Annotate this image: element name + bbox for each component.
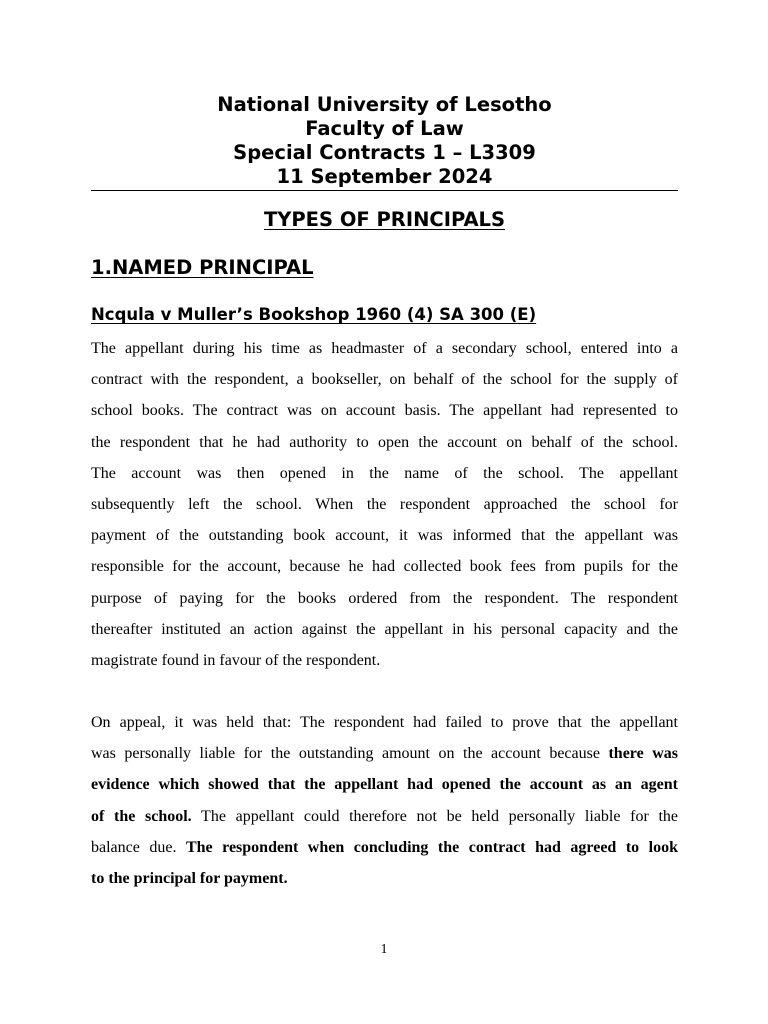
- paragraph-line: The appellant during his time as headmaster of a secondary school, entered into a: [91, 340, 678, 357]
- paragraph-line: school books. The contract was on account basis. The appellant had represented to: [91, 402, 678, 420]
- paragraph-line: [91, 832, 678, 863]
- paragraph-line: On appeal, it was held that: The respondent had failed to prove that the appellant: [91, 714, 678, 731]
- paragraph-line: [91, 738, 678, 769]
- case-facts-paragraph: [91, 333, 678, 676]
- paragraph-line: The account was then opened in the name of the school. The appellant: [91, 464, 678, 482]
- faculty-name: Faculty of Law: [305, 117, 464, 140]
- page-number: 1: [380, 942, 388, 957]
- paragraph-line: thereafter instituted an action against the appellant in his personal capacity and the: [91, 620, 678, 638]
- header-divider: [91, 190, 678, 191]
- case-citation: Ncqula v Muller’s Bookshop 1960 (4) SA 300 (E): [91, 305, 537, 324]
- section-heading: 1.NAMED PRINCIPAL: [91, 256, 314, 279]
- paragraph-line: responsible for the account, because he had collected book fees from pupils for the: [91, 558, 678, 576]
- paragraph-line: subsequently left the school. When the respondent approached the school for: [91, 495, 678, 513]
- holding-paragraph: [91, 707, 678, 894]
- bold-text-run: of the school.: [91, 807, 192, 825]
- paragraph-line: to the principal for payment.: [91, 869, 288, 887]
- bold-text-run: there was: [608, 745, 679, 763]
- lecture-date: 11 September 2024: [276, 165, 493, 188]
- paragraph-line: purpose of paying for the books ordered from the respondent. The respondent: [91, 589, 678, 607]
- paragraph-line: magistrate found in favour of the respondent.: [91, 651, 381, 669]
- text-run: The appellant could therefore not be held personally liable for the: [191, 807, 679, 825]
- paragraph-line: evidence which showed that the appellant had opened the account as an agent: [91, 776, 678, 794]
- paragraph-line: [91, 801, 678, 832]
- page-title: TYPES OF PRINCIPALS: [263, 208, 506, 231]
- bold-text-run: The respondent when concluding the contract had agreed to look: [185, 838, 678, 856]
- document-header: [91, 93, 678, 189]
- text-run: was personally liable for the outstanding amount on the account because: [91, 745, 609, 763]
- paragraph-line: payment of the outstanding book account, it was informed that the appellant was: [91, 527, 678, 545]
- text-run: balance due.: [91, 838, 186, 856]
- paragraph-line: the respondent that he had authority to open the account on behalf of the school.: [91, 433, 678, 451]
- university-name: National University of Lesotho: [217, 93, 552, 116]
- paragraph-line: contract with the respondent, a bookseller, on behalf of the school for the supply of: [91, 371, 678, 389]
- course-title: Special Contracts 1 – L3309: [233, 141, 536, 164]
